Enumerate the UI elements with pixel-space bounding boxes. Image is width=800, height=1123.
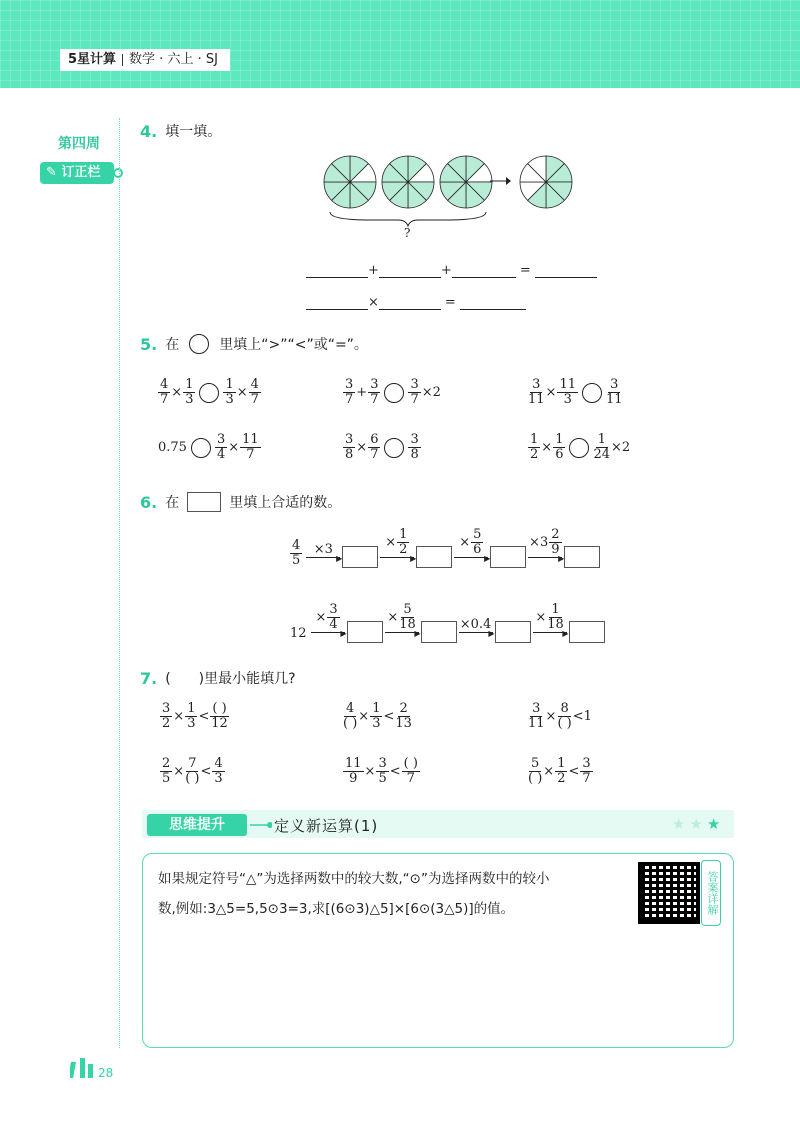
star-rating-icon: ★★★ [672, 815, 725, 833]
answer-label: 答案详解 [701, 860, 721, 926]
q4-number: 4. [140, 121, 158, 141]
comparison-item [158, 433, 261, 462]
math-text: ×3 [529, 535, 549, 550]
brace-label: ? [404, 226, 411, 240]
math-text: × [173, 764, 185, 779]
comparison-item [528, 378, 623, 407]
fraction: 7 ( ) [185, 756, 200, 786]
fraction: 5 ( ) [528, 756, 543, 786]
fraction: $\frac{1}{24}$ [593, 432, 611, 462]
math-text: × [535, 610, 547, 625]
problem-text [158, 864, 628, 924]
arrow-icon [488, 175, 512, 187]
fraction: $\frac{3}{8}$ [345, 432, 354, 462]
inequality-item [528, 702, 592, 731]
fraction: $\frac{11}{3}$ [559, 377, 576, 407]
q5-prompt-post: 里填上“>”“<”或“=”。 [219, 337, 368, 353]
fraction: 3 8 [410, 432, 419, 462]
fraction: $\frac{1}{3}$ [372, 701, 381, 731]
answer-circle[interactable] [384, 438, 404, 458]
problem-line-1: 如果规定符号“△”为选择两数中的较大数,“⊙”为选择两数中的较小 [158, 871, 550, 887]
fraction: $\frac{4}{7}$ [160, 377, 169, 407]
q6-prompt-post: 里填上合适的数。 [229, 495, 342, 511]
page-number: 28 [98, 1066, 114, 1080]
math-text: × [545, 709, 557, 724]
plus-sign: + [368, 263, 379, 278]
q4-heading [140, 121, 221, 141]
problem-line-2: 数,例如:3△5=5,5⊙3=3,求[(6⊙3)△5]×[6⊙(3△5)]的值。 [158, 901, 515, 917]
inequality-item [160, 702, 229, 731]
equals-sign: = [444, 295, 456, 310]
math-text: ×3 [313, 542, 333, 557]
fraction: $\frac{4}{7}$ [250, 377, 259, 407]
brace [330, 212, 486, 226]
math-text: < [389, 764, 401, 779]
correction-tag [40, 162, 114, 184]
answer-circle[interactable] [582, 383, 602, 403]
answer-circle[interactable] [384, 383, 404, 403]
thinking-tag: 思维提升 [147, 814, 247, 836]
pencil-icon: ✎ [46, 165, 57, 180]
math-text: < [568, 764, 580, 779]
fraction: $\frac{1}{3}$ [225, 377, 234, 407]
fraction-circles-figure [320, 150, 600, 245]
fraction: $\frac{3}{11}$ [528, 377, 545, 407]
math-text: × [543, 764, 555, 779]
book-stack-icon [70, 1056, 96, 1078]
fraction: $\frac{2}{5}$ [162, 756, 171, 786]
answer-box[interactable] [421, 621, 457, 643]
qr-code-icon[interactable] [638, 862, 700, 924]
math-text: × [387, 610, 399, 625]
q7-prompt: ( )里最小能填几? [165, 671, 296, 687]
math-text: × [459, 535, 471, 550]
correction-label: 订正栏 [61, 165, 101, 180]
q6-number: 6. [140, 492, 158, 512]
q4-prompt: 填一填。 [165, 124, 222, 140]
q7-number: 7. [140, 668, 158, 688]
answer-box[interactable] [416, 546, 452, 568]
chain-arrow: × $\frac{5}{18}$ ▶ [385, 603, 419, 643]
chain-arrow: × $\frac{1}{2}$ ▶ [380, 528, 414, 568]
square-box-icon [187, 492, 221, 512]
fraction: 3 7 [582, 756, 591, 786]
math-text: < [383, 709, 395, 724]
math-text: + [356, 385, 368, 400]
chain-arrow: × $\frac{1}{18}$ ▶ [533, 603, 567, 643]
math-text: × [385, 535, 397, 550]
fraction: 8 ( ) [557, 701, 572, 731]
inequality-item [343, 702, 412, 731]
fraction: $\frac{4}{5}$ [292, 538, 301, 568]
brand-title: 5星计算 [68, 52, 117, 67]
blank[interactable] [379, 262, 441, 278]
math-text: <1 [572, 709, 592, 724]
subject-label: 数学 · 六上 · SJ [129, 52, 218, 67]
answer-box[interactable] [569, 621, 605, 643]
q4-add-line [306, 262, 597, 278]
inequality-item [160, 757, 225, 786]
operation-chain [290, 528, 602, 568]
fraction: $\frac{3}{11}$ [528, 701, 545, 731]
fraction: $\frac{1}{18}$ [547, 602, 564, 632]
answer-box[interactable] [490, 546, 526, 568]
fraction: $\frac{3}{4}$ [329, 602, 338, 632]
comparison-item [158, 378, 261, 407]
math-text: ×2 [611, 440, 631, 455]
answer-circle[interactable] [199, 383, 219, 403]
math-text: ×0.4 [459, 617, 492, 632]
plus-sign: + [440, 263, 452, 278]
comparison-item [528, 433, 630, 462]
q6-prompt-pre: 在 [165, 495, 180, 511]
math-text: × [358, 709, 370, 724]
fraction: 2 13 [395, 701, 412, 731]
blank[interactable] [452, 262, 516, 278]
inequality-item [528, 757, 593, 786]
blank[interactable] [306, 262, 368, 278]
fraction: $\frac{1}{2}$ [557, 756, 566, 786]
fraction: $\frac{11}{7}$ [242, 432, 259, 462]
chain-arrow: × $\frac{3}{4}$ ▶ [311, 603, 345, 643]
fraction: $\frac{3}{2}$ [162, 701, 171, 731]
times-sign: × [368, 295, 379, 310]
fraction: $\frac{1}{3}$ [185, 377, 194, 407]
math-text: × [541, 440, 553, 455]
answer-box[interactable] [342, 546, 378, 568]
fraction: $\frac{5}{6}$ [473, 527, 482, 557]
q7-heading [140, 668, 296, 688]
blank[interactable] [306, 294, 368, 310]
math-text: 0.75 [158, 440, 187, 455]
q5-prompt-pre: 在 [165, 337, 180, 353]
arrow-icon [248, 820, 272, 830]
math-text: × [356, 440, 368, 455]
blank[interactable] [460, 294, 526, 310]
fraction: $\frac{11}{9}$ [345, 756, 362, 786]
header-divider [122, 54, 123, 66]
equals-sign: = [519, 263, 531, 278]
q6-heading [140, 492, 341, 512]
fraction: 4 3 [214, 756, 223, 786]
math-text: < [198, 709, 210, 724]
margin-dotted-line [119, 118, 120, 1048]
q5-heading [140, 334, 368, 354]
math-text: × [315, 610, 327, 625]
fraction: $\frac{5}{18}$ [399, 602, 416, 632]
answer-box[interactable] [347, 621, 383, 643]
fraction: 3 11 [606, 377, 623, 407]
blank[interactable] [535, 262, 597, 278]
fraction: 4 ( ) [343, 701, 358, 731]
page-header-band [0, 0, 800, 88]
fraction: ( ) 12 [211, 701, 228, 731]
fraction: $\frac{3}{7}$ [370, 377, 379, 407]
math-text: × [236, 385, 248, 400]
fraction: 2 9 [551, 527, 560, 557]
fraction: ( ) 7 [403, 756, 418, 786]
chain-arrow: ×3 ▶ [306, 542, 340, 568]
fraction: 3 7 [345, 377, 354, 407]
math-text: × [364, 764, 376, 779]
q5-number: 5. [140, 334, 158, 354]
chain-start [290, 539, 302, 568]
math-text: × [228, 440, 240, 455]
circle-icon [189, 334, 209, 354]
answer-circle[interactable] [569, 438, 589, 458]
comparison-item [343, 378, 441, 407]
header-label [60, 49, 230, 71]
tag-dot [113, 168, 123, 178]
math-text: < [200, 764, 212, 779]
q4-mult-line [306, 294, 526, 310]
chain-arrow: ×0.4 ▶ [459, 617, 495, 638]
fraction: $\frac{1}{2}$ [530, 432, 539, 462]
thinking-title: 定义新运算(1) [274, 817, 379, 835]
fraction: $\frac{3}{5}$ [378, 756, 387, 786]
math-text: × [171, 385, 183, 400]
chain-arrow: ×3 2 9 ▶ [529, 527, 565, 563]
answer-box[interactable] [564, 546, 600, 568]
blank[interactable] [379, 294, 441, 310]
comparison-item [343, 433, 421, 462]
operation-chain [290, 603, 607, 643]
math-text: ×2 [421, 385, 441, 400]
fraction: $\frac{1}{2}$ [399, 527, 408, 557]
fraction: $\frac{1}{3}$ [187, 701, 196, 731]
chain-arrow: × $\frac{5}{6}$ ▶ [454, 528, 488, 568]
math-text: × [173, 709, 185, 724]
fraction: $\frac{3}{7}$ [410, 377, 419, 407]
fraction: $\frac{3}{4}$ [216, 432, 226, 462]
chain-start: 12 [290, 626, 307, 641]
inequality-item [343, 757, 420, 786]
math-text: × [545, 385, 557, 400]
fraction: $\frac{6}{7}$ [370, 432, 379, 462]
answer-circle[interactable] [191, 438, 211, 458]
answer-box[interactable] [495, 621, 531, 643]
week-label: 第四周 [58, 136, 100, 152]
fraction: $\frac{1}{6}$ [555, 432, 564, 462]
